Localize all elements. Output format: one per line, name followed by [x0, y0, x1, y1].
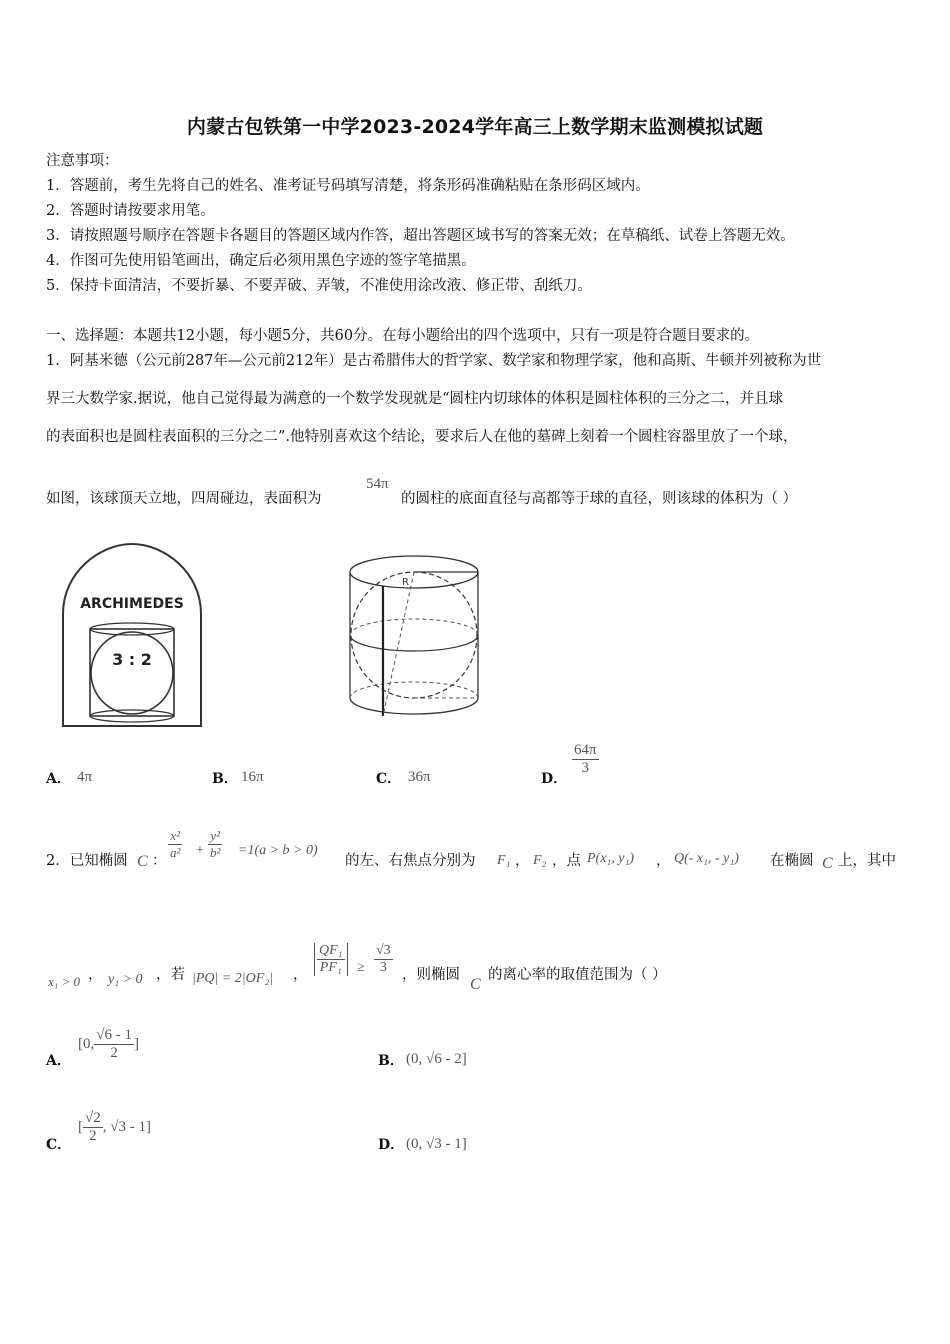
q2-comma4: ， — [293, 967, 308, 983]
q2-y-fraction — [208, 828, 222, 861]
q2-f1: F₁ — [497, 853, 511, 868]
q2-cond-y1: y₁ > 0 — [108, 972, 143, 987]
q2-cond-x1: x₁ > 0 — [48, 974, 81, 989]
q2-option-b-value: (0, √6 - 2] — [406, 1051, 467, 1067]
q2-option-a-value — [78, 1027, 139, 1062]
q2-equation: =1(a > b > 0) — [238, 843, 318, 858]
q2-option-a-fraction — [94, 1027, 134, 1062]
notice-heading: 注意事项： — [46, 153, 119, 169]
q2-prefix: 2．已知椭圆 — [46, 853, 128, 869]
q2-tail: 上，其中 — [838, 853, 896, 869]
notice-item-3: 3．请按照题号顺序在答题卡各题目的答题区域内作答，超出答题区域书写的答案无效；在草稿纸、试卷上答题无效。 — [46, 228, 795, 244]
q2-option-a-post: ] — [133, 1036, 139, 1052]
q1-line-3: 的表面积也是圆柱表面积的三分之二”.他特别喜欢这个结论，要求后人在他的墓碑上刻着一个圆柱容器里放了一个球， — [46, 429, 798, 445]
q2-option-a-pre: [0, — [78, 1036, 95, 1052]
q1-line-4b: 的圆柱的底面直径与高都等于球的直径，则该球的体积为（ ） — [401, 491, 798, 507]
page-title: 内蒙古包铁第一中学2023-2024学年高三上数学期末监测模拟试题 — [186, 116, 764, 138]
q2-option-c-fraction — [83, 1110, 103, 1145]
q2-mid1: 的左、右焦点分别为 — [345, 853, 476, 869]
notice-item-2: 2．答题时请按要求用笔。 — [46, 203, 215, 219]
radius-label: R — [402, 577, 409, 588]
q2-comma2: ， — [656, 853, 671, 869]
q2-x-fraction — [168, 828, 182, 861]
q2-three: 3 — [379, 960, 387, 975]
notice-item-5: 5．保持卡面清洁，不要折暴、不要弄破、弄皱，不准使用涂改液、修正带、刮纸刀。 — [46, 278, 592, 294]
q2-point-q: Q(- x₁, - y₁) — [674, 851, 739, 866]
q1-option-d-num: 64π — [574, 742, 597, 758]
q2-ellipse-name: C — [137, 853, 148, 870]
q2-comma1: ， — [515, 853, 530, 869]
q2-comma3: ， — [88, 967, 103, 983]
q2-option-d-label: D． — [378, 1137, 405, 1153]
q2-mid2: ，点 — [552, 853, 581, 869]
q2-option-a-den: 2 — [110, 1045, 118, 1061]
q2-option-c-num: √2 — [85, 1110, 101, 1126]
q1-option-d-fraction — [572, 742, 599, 777]
q1-option-d-den: 3 — [581, 760, 590, 776]
q2-ge: ≥ — [357, 960, 365, 975]
q2-qf1: QF₁ — [319, 943, 343, 958]
q1-area: 54π — [366, 476, 389, 492]
q2-b2: b² — [210, 845, 221, 860]
q2-colon: ： — [152, 853, 167, 869]
q2-option-c-den: 2 — [89, 1128, 97, 1144]
q2-a2: a² — [170, 845, 181, 860]
q1-line-4a: 如图，该球顶天立地，四周碰边，表面积为 — [46, 491, 322, 507]
q2-ask: 的离心率的取值范围为（ ） — [488, 967, 667, 983]
q2-pf1: PF₁ — [319, 960, 342, 975]
q2-option-a-label: A． — [46, 1053, 71, 1069]
q2-x2: x² — [168, 828, 182, 845]
q2-f2: F₂ — [533, 853, 547, 868]
q1-option-c-label: C． — [376, 771, 402, 787]
section-heading: 一、选择题：本题共12小题，每小题5分，共60分。在每小题给出的四个选项中，只有一项是符合题目要求的。 — [46, 328, 760, 344]
q1-option-a-value: 4π — [77, 769, 93, 785]
q2-then: ，则椭圆 — [402, 967, 460, 983]
q2-option-c-label: C． — [46, 1137, 72, 1153]
q2-option-b-label: B． — [378, 1053, 404, 1069]
q2-option-c-pre: [ — [78, 1119, 83, 1135]
q2-ellipse-name-3: C — [470, 976, 481, 993]
q1-line-2: 界三大数学家.据说，他自己觉得最为满意的一个数学发现就是“圆柱内切球体的体积是圆柱体积的三分之二，并且球 — [46, 391, 784, 407]
q2-y2: y² — [208, 828, 222, 845]
q2-sqrt3-fraction — [374, 943, 393, 976]
cylinder-sphere-figure — [340, 548, 490, 732]
q2-point-p: P(x₁, y₁) — [587, 851, 635, 866]
q2-option-c-post: , √3 - 1] — [102, 1119, 151, 1135]
q1-option-a-label: A． — [46, 771, 71, 787]
tombstone-text: ARCHIMEDES — [80, 596, 184, 612]
q2-cond-pq: |PQ| = 2|OF₂| — [192, 971, 274, 986]
q2-option-d-value: (0, √3 - 1] — [406, 1136, 467, 1152]
tombstone-ratio: 3 : 2 — [112, 650, 152, 669]
q2-mid3: 在椭圆 — [770, 853, 814, 869]
q2-option-a-num: √6 - 1 — [96, 1027, 132, 1043]
q1-option-b-label: B． — [212, 771, 238, 787]
q2-plus: + — [196, 843, 204, 858]
q1-option-b-value: 16π — [241, 769, 264, 785]
q1-option-c-value: 36π — [408, 769, 431, 785]
notice-item-4: 4．作图可先使用铅笔画出，确定后必须用黑色字迹的签字笔描黑。 — [46, 253, 476, 269]
archimedes-tombstone-figure — [60, 542, 210, 728]
q1-line-1: 1．阿基米德（公元前287年—公元前212年）是古希腊伟大的哲学家、数学家和物理学家，他和高斯、牛顿并列被称为世 — [46, 353, 822, 369]
q2-ellipse-name-2: C — [822, 855, 833, 872]
q2-ratio-fraction — [314, 943, 348, 976]
q2-ruo: ，若 — [156, 967, 185, 983]
q2-sqrt3: √3 — [376, 943, 391, 958]
q2-option-c-value — [78, 1110, 151, 1145]
q1-option-d-label: D． — [541, 771, 568, 787]
notice-item-1: 1．答题前，考生先将自己的姓名、准考证号码填写清楚，将条形码准确粘贴在条形码区域内。 — [46, 178, 650, 194]
